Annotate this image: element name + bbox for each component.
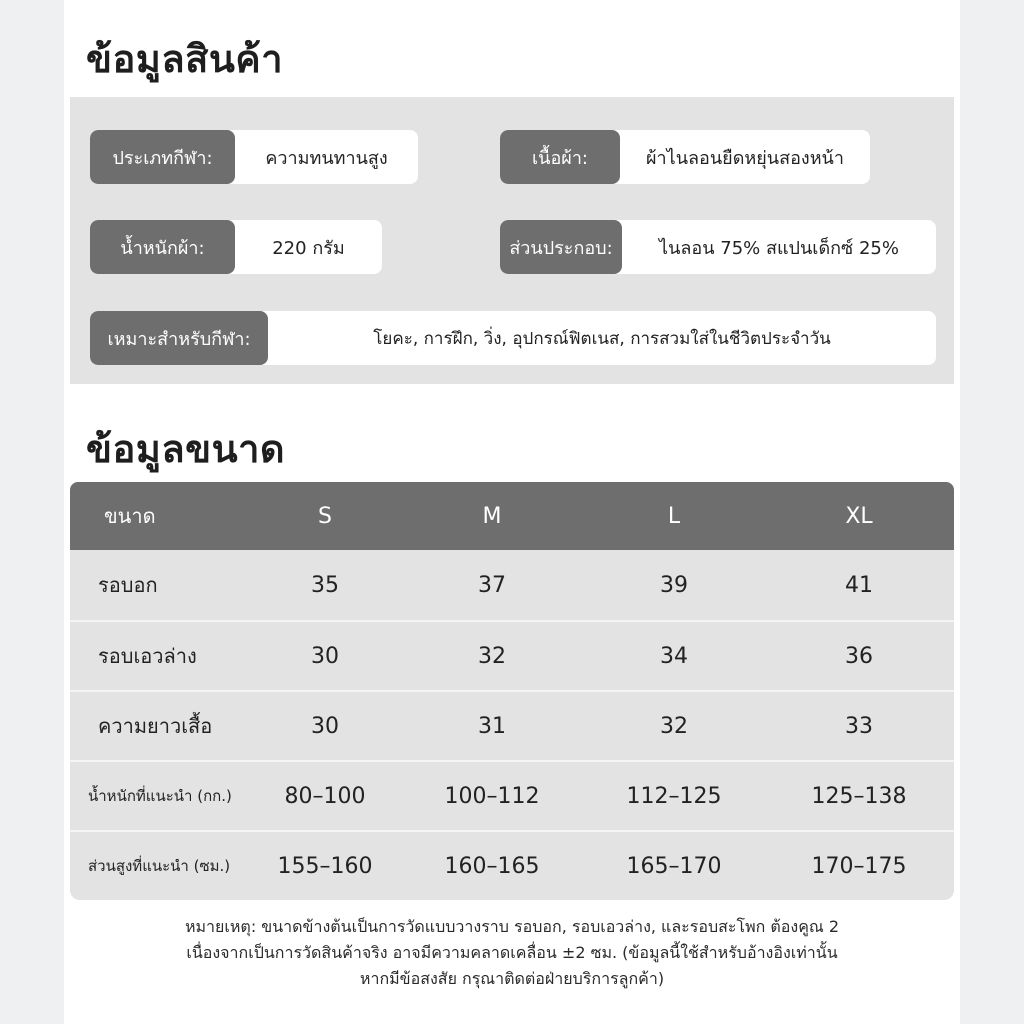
header-size-xl: XL xyxy=(845,503,873,529)
header-size-s: S xyxy=(318,503,332,529)
row-label: รอบอก xyxy=(98,573,158,597)
table-cell: 100–112 xyxy=(444,783,540,809)
table-row xyxy=(70,830,954,900)
table-cell: 37 xyxy=(478,572,506,598)
info-value: ความทนทานสูง xyxy=(265,147,388,169)
table-cell: 33 xyxy=(845,713,873,739)
table-row xyxy=(70,690,954,760)
info-fabric xyxy=(500,130,870,184)
table-cell: 32 xyxy=(660,713,688,739)
table-cell: 160–165 xyxy=(444,853,540,879)
product-info-panel xyxy=(70,97,954,384)
table-cell: 80–100 xyxy=(284,783,366,809)
footnote-line: เนื่องจากเป็นการวัดสินค้าจริง อาจมีความคลาดเคลื่อน ±2 ซม. (ข้อมูลนี้ใช้สำหรับอ้างอิงเท่านั้น xyxy=(186,943,838,962)
info-label: เหมาะสำหรับกีฬา: xyxy=(90,311,268,365)
info-sport-type xyxy=(90,130,418,184)
row-label: ส่วนสูงที่แนะนำ (ซม.) xyxy=(88,857,231,875)
table-row xyxy=(70,760,954,830)
table-cell: 41 xyxy=(845,572,873,598)
table-cell: 155–160 xyxy=(277,853,373,879)
table-cell: 35 xyxy=(311,572,339,598)
table-cell: 170–175 xyxy=(811,853,907,879)
product-info-title: ข้อมูลสินค้า xyxy=(86,37,284,81)
info-value: โยคะ, การฝึก, วิ่ง, อุปกรณ์ฟิตเนส, การสวมใส่ในชีวิตประจำวัน xyxy=(373,328,831,349)
table-cell: 112–125 xyxy=(626,783,722,809)
table-cell: 165–170 xyxy=(626,853,722,879)
table-cell: 30 xyxy=(311,643,339,669)
footnote-line: หมายเหตุ: ขนาดข้างต้นเป็นการวัดแบบวางราบ รอบอก, รอบเอวล่าง, และรอบสะโพก ต้องคูณ 2 xyxy=(184,917,840,936)
info-value: ผ้าไนลอนยืดหยุ่นสองหน้า xyxy=(646,147,844,169)
table-row xyxy=(70,620,954,690)
info-value: 220 กรัม xyxy=(272,237,345,259)
table-cell: 39 xyxy=(660,572,688,598)
table-cell: 32 xyxy=(478,643,506,669)
header-size-m: M xyxy=(482,503,502,529)
footnote xyxy=(100,914,924,992)
info-label: น้ำหนักผ้า: xyxy=(90,220,235,274)
row-label: ความยาวเสื้อ xyxy=(98,714,213,738)
table-cell: 34 xyxy=(660,643,688,669)
table-cell: 125–138 xyxy=(811,783,907,809)
size-table xyxy=(70,482,954,900)
header-size-label: ขนาด xyxy=(104,504,156,528)
row-label: น้ำหนักที่แนะนำ (กก.) xyxy=(88,787,232,805)
header-size-l: L xyxy=(667,503,681,529)
row-label: รอบเอวล่าง xyxy=(98,644,197,668)
info-label: ประเภทกีฬา: xyxy=(90,130,235,184)
size-table-header xyxy=(70,482,954,550)
table-cell: 36 xyxy=(845,643,873,669)
table-row xyxy=(70,550,954,620)
info-label: เนื้อผ้า: xyxy=(500,130,620,184)
info-label: ส่วนประกอบ: xyxy=(500,220,622,274)
info-fabric-weight xyxy=(90,220,382,274)
info-suitable-sports xyxy=(90,311,936,365)
footnote-line: หากมีข้อสงสัย กรุณาติดต่อฝ่ายบริการลูกค้า) xyxy=(359,969,665,988)
info-composition xyxy=(500,220,936,274)
info-value: ไนลอน 75% สแปนเด็กซ์ 25% xyxy=(659,237,899,259)
table-cell: 30 xyxy=(311,713,339,739)
size-info-title: ข้อมูลขนาด xyxy=(86,427,286,471)
table-cell: 31 xyxy=(478,713,506,739)
